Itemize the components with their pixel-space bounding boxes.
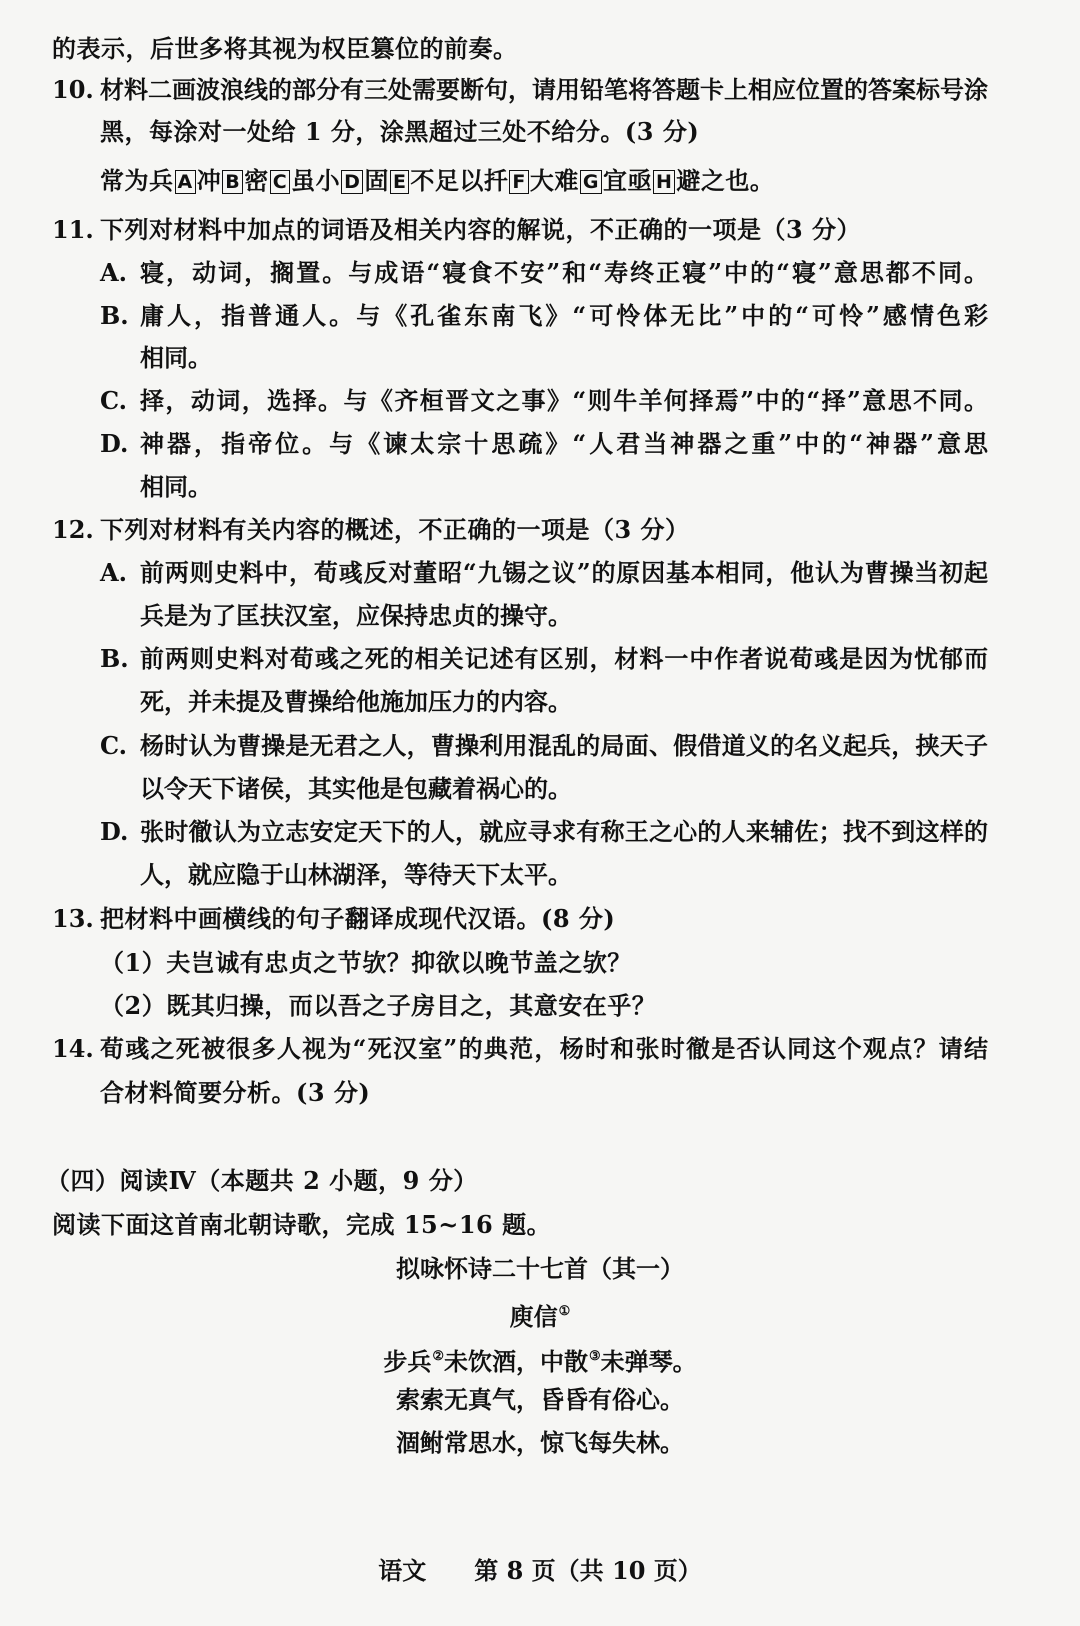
q11-option-c-label: C. [100,386,128,415]
q11-stem: 下列对材料中加点的词语及相关内容的解说，不正确的一项是（3 分） [100,215,862,244]
poem-author: 庾信① [509,1302,571,1331]
q12-number: 12. [52,515,94,544]
continuation-text: 的表示，后世多将其视为权臣篡位的前奏。 [52,34,518,63]
page-footer: 语文 第 8 页（共 10 页） [378,1556,702,1585]
q12-option-a-label: A. [100,558,127,587]
q13-number: 13. [52,904,94,933]
answer-box-a[interactable]: A [175,170,196,194]
poem-line-3: 涸鲋常思水，惊飞每失林。 [396,1428,684,1457]
q10-line2: 黑，每涂对一处给 1 分，涂黑超过三处不给分。(3 分) [100,117,700,146]
q12-option-d-text-cont: 人，就应隐于山林湖泽，等待天下太平。 [140,860,572,889]
footnote-marker: ② [432,1349,444,1364]
q11-option-b-text-cont: 相同。 [140,343,212,372]
answer-box-c[interactable]: C [270,170,290,194]
poem-title: 拟咏怀诗二十七首（其一） [396,1254,684,1283]
section-4-heading: （四）阅读Ⅳ（本题共 2 小题，9 分） [46,1166,478,1195]
answer-box-g[interactable]: G [580,170,602,194]
q10-number: 10. [52,75,94,104]
q11-option-a-text: 寝，动词，搁置。与成语“寝食不安”和“寿终正寝”中的“寝”意思都不同。 [140,258,988,287]
q10-line1: 材料二画波浪线的部分有三处需要断句，请用铅笔将答题卡上相应位置的答案标号涂 [100,75,988,104]
q13-item-1: （1）夫岂诚有忠贞之节欤？抑欲以晚节盖之欤？ [100,948,632,977]
q14-line2: 合材料简要分析。(3 分) [100,1078,371,1107]
q12-option-b-text-cont: 死，并未提及曹操给他施加压力的内容。 [140,687,572,716]
q10-punctuation-sentence: 常为兵 A 冲 B 密 C 虽小 D 固 E 不足以扦 F 大难 G 宜亟 H 避之也。 [100,166,775,195]
poem-line-1: 步兵②未饮酒，中散③未弹琴。 [383,1347,697,1376]
q11-option-d-label: D. [100,429,129,458]
q14-line1: 荀彧之死被很多人视为“死汉室”的典范，杨时和张时徹是否认同这个观点？请结 [100,1034,988,1063]
answer-box-e[interactable]: E [390,170,409,194]
q13-stem: 把材料中画横线的句子翻译成现代汉语。(8 分) [100,904,616,933]
answer-box-h[interactable]: H [653,170,675,194]
q11-number: 11. [52,215,94,244]
q11-option-b-label: B. [100,301,129,330]
q14-number: 14. [52,1034,94,1063]
q11-option-b-text: 庸人，指普通人。与《孔雀东南飞》“可怜体无比”中的“可怜”感情色彩 [140,301,988,330]
q12-option-b-label: B. [100,644,129,673]
footnote-marker: ① [558,1304,571,1319]
q13-item-2: （2）既其归操，而以吾之子房目之，其意安在乎？ [100,991,657,1020]
q12-option-c-text: 杨时认为曹操是无君之人，曹操利用混乱的局面、假借道义的名义起兵，挟天子 [140,731,988,760]
q11-option-c-text: 择，动词，选择。与《齐桓晋文之事》“则牛羊何择焉”中的“择”意思不同。 [140,386,988,415]
q11-option-d-text: 神器，指帝位。与《谏太宗十思疏》“人君当神器之重”中的“神器”意思 [140,429,988,458]
q11-option-d-text-cont: 相同。 [140,472,212,501]
answer-box-f[interactable]: F [509,170,528,194]
q11-option-a-label: A. [100,258,127,287]
q12-option-d-text: 张时徹认为立志安定天下的人，就应寻求有称王之心的人来辅佐；找不到这样的 [140,817,988,846]
q12-stem: 下列对材料有关内容的概述，不正确的一项是（3 分） [100,515,690,544]
poem-line-2: 索索无真气，昏昏有俗心。 [396,1385,684,1414]
section-4-instruction: 阅读下面这首南北朝诗歌，完成 15~16 题。 [52,1210,552,1239]
footnote-marker: ③ [589,1349,601,1364]
q12-option-a-text-cont: 兵是为了匡扶汉室，应保持忠贞的操守。 [140,601,572,630]
answer-box-d[interactable]: D [341,170,363,194]
q12-option-d-label: D. [100,817,129,846]
answer-box-b[interactable]: B [222,170,243,194]
q12-option-b-text: 前两则史料对荀彧之死的相关记述有区别，材料一中作者说荀彧是因为忧郁而 [140,644,988,673]
q12-option-c-text-cont: 以令天下诸侯，其实他是包藏着祸心的。 [140,774,572,803]
q12-option-a-text: 前两则史料中，荀彧反对董昭“九锡之议”的原因基本相同，他认为曹操当初起 [140,558,988,587]
q12-option-c-label: C. [100,731,128,760]
